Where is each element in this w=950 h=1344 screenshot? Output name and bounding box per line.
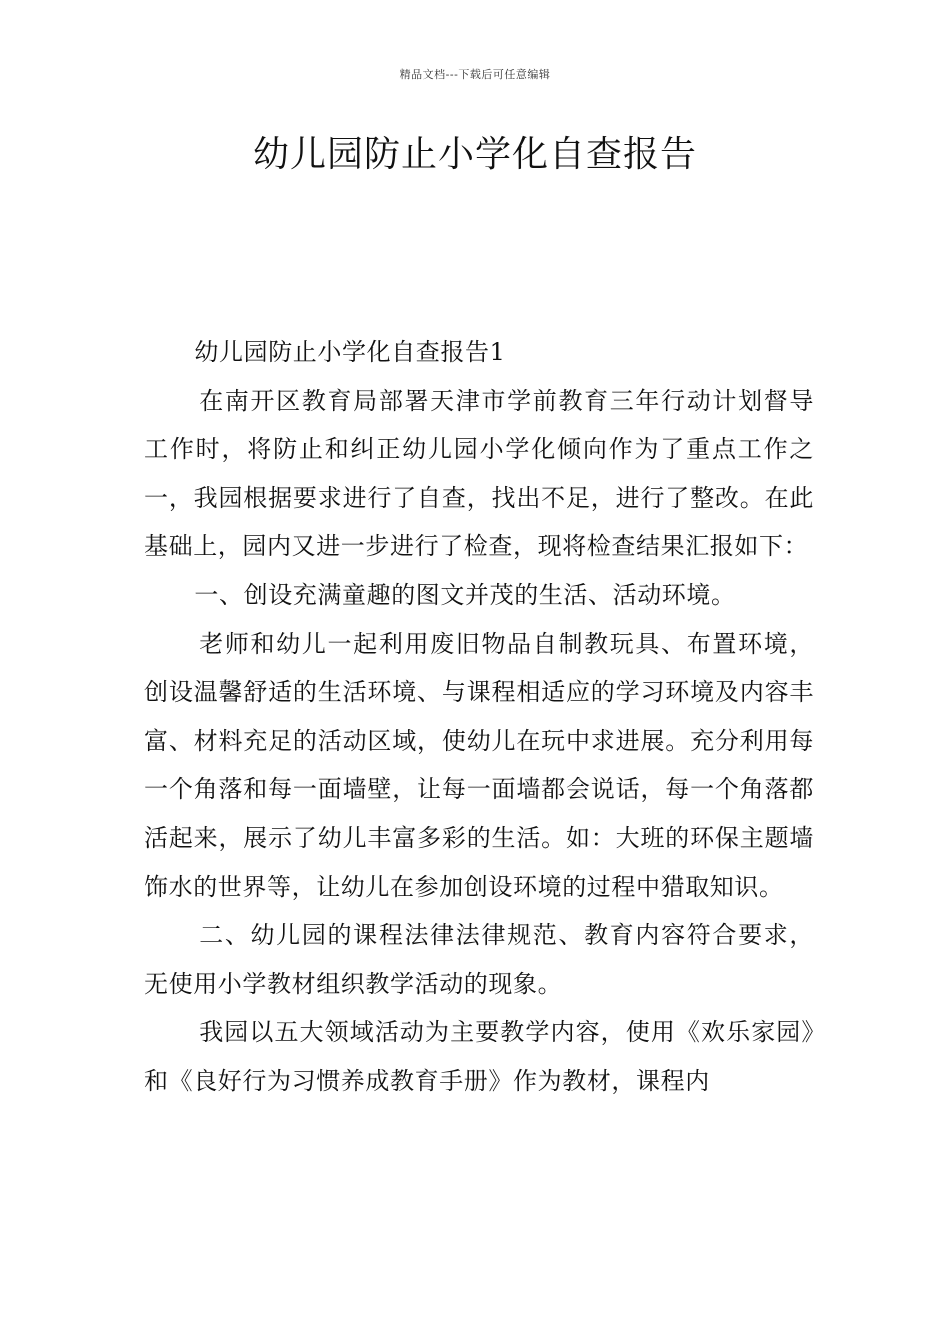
document-body [144, 328, 814, 1106]
document-title: 幼儿园防止小学化自查报告 [252, 134, 697, 175]
paragraph: 老师和幼儿一起利用废旧物品自制教玩具、布置环境，创设温馨舒适的生活环境、与课程相适应的学习环境及内容丰富、材料充足的活动区域，使幼儿在玩中求进展。充分利用每一个角落和每一面墙壁，让每一面墙都会说话，每一个角落都活起来，展示了幼儿丰富多彩的生活。如：大班的环保主题墙饰水的世界等，让幼儿在参加创设环境的过程中猎取知识。 [144, 629, 814, 901]
paragraph: 在南开区教育局部署天津市学前教育三年行动计划督导工作时，将防止和纠正幼儿园小学化倾向作为了重点工作之一，我园根据要求进行了自查，找出不足，进行了整改。在此基础上，园内又进一步进行了检查，现将检查结果汇报如下： [144, 386, 814, 561]
section-heading: 幼儿园防止小学化自查报告1 [194, 338, 506, 366]
section-heading: 二、幼儿园的课程法律法律规范、教育内容符合要求，无使用小学教材组织教学活动的现象。 [144, 921, 814, 998]
header-note: 精品文档---下载后可任意编辑 [399, 68, 551, 81]
section-heading: 一、创设充满童趣的图文并茂的生活、活动环境。 [194, 580, 736, 609]
paragraph: 我园以五大领域活动为主要教学内容，使用《欢乐家园》和《良好行为习惯养成教育手册》作为教材，课程内 [144, 1018, 814, 1095]
